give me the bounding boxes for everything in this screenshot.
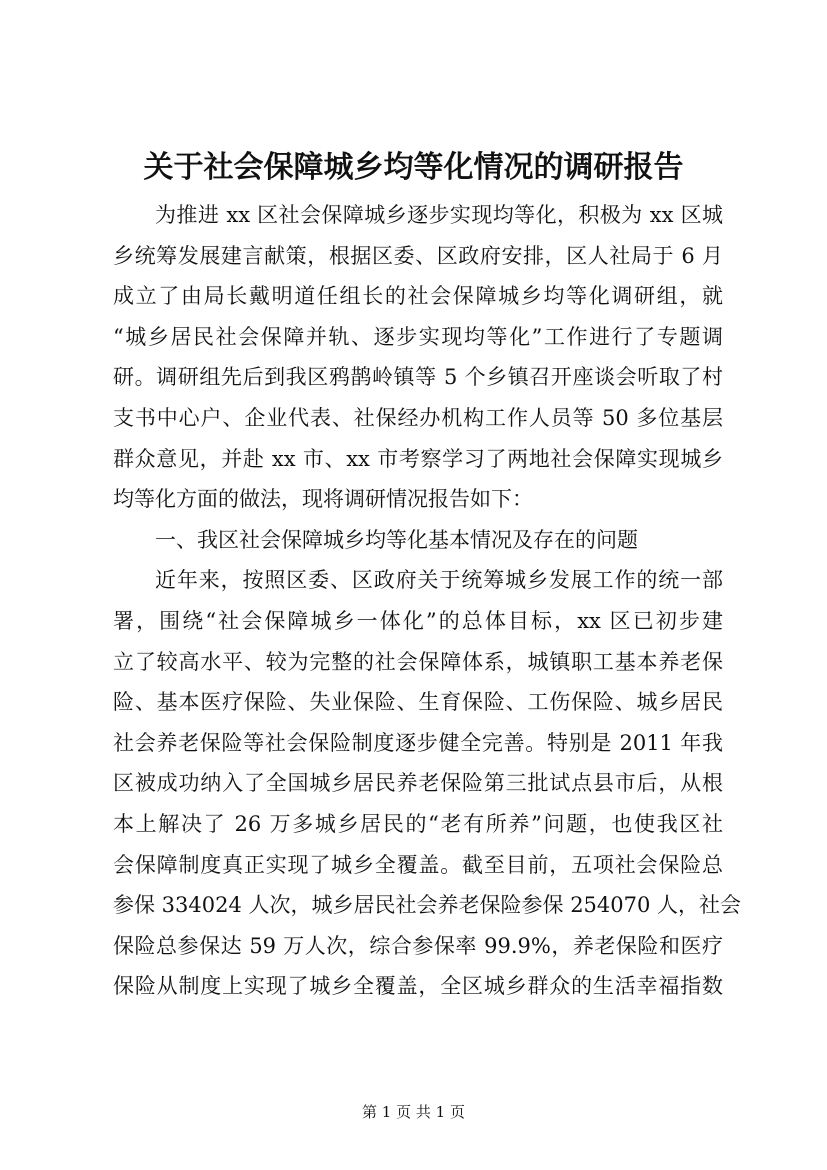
paragraph-line: 参保 334024 人次，城乡居民社会养老保险参保 254070 人，社会 (113, 893, 742, 918)
paragraph-line: 署，围绕“社会保障城乡一体化”的总体目标，xx 区已初步建 (113, 608, 723, 633)
paragraph-line: 本上解决了 26 万多城乡居民的“老有所养”问题，也使我区社 (113, 811, 723, 836)
paragraph-line: 近年来，按照区委、区政府关于统筹城乡发展工作的统一部 (155, 568, 723, 593)
document-title: 关于社会保障城乡均等化情况的调研报告 (143, 150, 684, 185)
paragraph-line: 保险从制度上实现了城乡全覆盖，全区城乡群众的生活幸福指数 (113, 974, 723, 999)
paragraph-line: 乡统筹发展建言献策，根据区委、区政府安排，区人社局于 6 月 (113, 243, 723, 268)
paragraph-line: 区被成功纳入了全国城乡居民养老保险第三批试点县市后，从根 (113, 771, 723, 796)
paragraph-line: 支书中心户、企业代表、社保经办机构工作人员等 50 多位基层 (113, 405, 723, 430)
paragraph-line: 群众意见，并赴 xx 市、xx 市考察学习了两地社会保障实现城乡 (113, 446, 723, 471)
paragraph-line: 社会养老保险等社会保险制度逐步健全完善。特别是 2011 年我 (113, 730, 723, 755)
paragraph-line: 为推进 xx 区社会保障城乡逐步实现均等化，积极为 xx 区城 (155, 203, 723, 227)
paragraph-line: 会保障制度真正实现了城乡全覆盖。截至目前，五项社会保险总 (113, 852, 723, 877)
paragraph-line: 均等化方面的做法，现将调研情况报告如下： (113, 487, 533, 512)
paragraph-line: 保险总参保达 59 万人次，综合参保率 99.9%，养老保险和医疗 (113, 933, 723, 958)
section-heading: 一、我区社会保障城乡均等化基本情况及存在的问题 (155, 527, 638, 552)
paragraph-line: “城乡居民社会保障并轨、逐步实现均等化”工作进行了专题调 (113, 324, 723, 349)
paragraph-line: 险、基本医疗保险、失业保险、生育保险、工伤保险、城乡居民 (113, 690, 723, 715)
page-footer: 第 1 页 共 1 页 (362, 1103, 465, 1121)
paragraph-line: 成立了由局长戴明道任组长的社会保障城乡均等化调研组，就 (113, 284, 723, 309)
paragraph-line: 研。调研组先后到我区鸦鹊岭镇等 5 个乡镇召开座谈会听取了村 (113, 365, 723, 390)
paragraph-line: 立了较高水平、较为完整的社会保障体系，城镇职工基本养老保 (113, 649, 723, 674)
document-body (113, 195, 742, 1007)
